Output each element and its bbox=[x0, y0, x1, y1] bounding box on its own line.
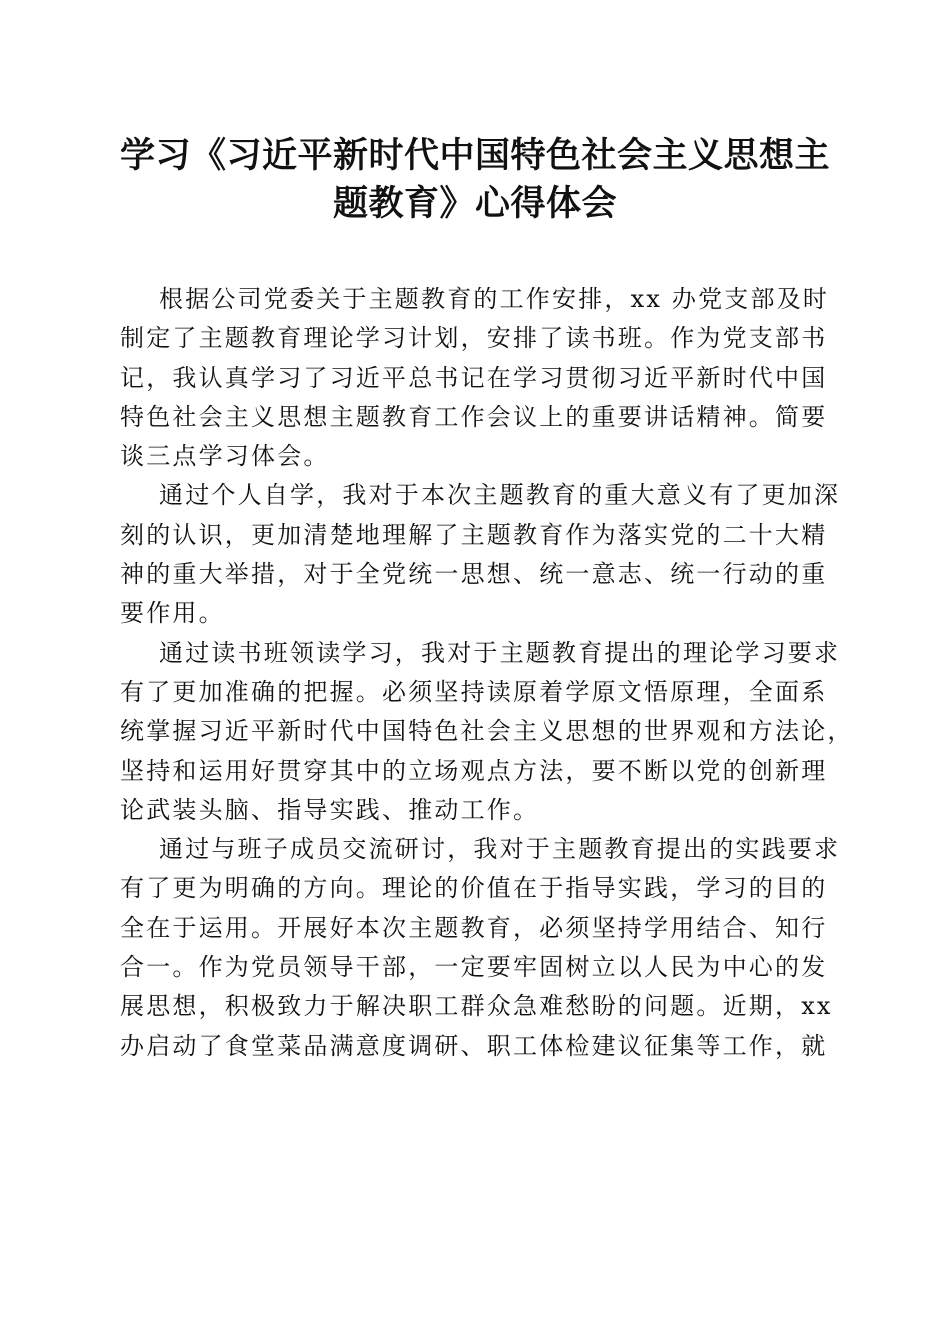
text-line: 论武装头脑、指导实践、推动工作。 bbox=[120, 795, 540, 824]
text-line: 全在于运用。开展好本次主题教育，必须坚持学用结合、知行 bbox=[120, 913, 828, 942]
paragraph-4 bbox=[120, 830, 840, 1066]
text-line: 展思想，积极致力于解决职工群众急难愁盼的问题。近期，xx bbox=[120, 992, 833, 1021]
text-line: 坚持和运用好贯穿其中的立场观点方法，要不断以党的创新理 bbox=[120, 756, 828, 785]
text-line: 办启动了食堂菜品满意度调研、职工体检建议征集等工作，就 bbox=[120, 1031, 828, 1060]
text-line: 特色社会主义思想主题教育工作会议上的重要讲话精神。简要 bbox=[120, 402, 828, 431]
paragraph-3 bbox=[120, 634, 854, 830]
title-line: 题教育》心得体会 bbox=[332, 183, 617, 224]
text-line: 制定了主题教育理论学习计划，安排了读书班。作为党支部书 bbox=[120, 324, 828, 353]
paragraph-2 bbox=[120, 476, 840, 633]
text-line: 谈三点学习体会。 bbox=[120, 442, 330, 471]
text-line: 统掌握习近平新时代中国特色社会主义思想的世界观和方法论， bbox=[120, 717, 854, 746]
text-line: 通过读书班领读学习，我对于主题教育提出的理论学习要求 bbox=[159, 638, 841, 667]
text-line: 有了更为明确的方向。理论的价值在于指导实践，学习的目的 bbox=[120, 874, 828, 903]
text-line: 神的重大举措，对于全党统一思想、统一意志、统一行动的重 bbox=[120, 560, 828, 589]
text-line: 根据公司党委关于主题教育的工作安排，xx 办党支部及时 bbox=[159, 285, 830, 313]
document-body bbox=[120, 280, 854, 1066]
text-line: 通过与班子成员交流研讨，我对于主题教育提出的实践要求 bbox=[159, 835, 841, 864]
title-line: 学习《习近平新时代中国特色社会主义思想主 bbox=[119, 135, 830, 176]
text-line: 通过个人自学，我对于本次主题教育的重大意义有了更加深 bbox=[159, 481, 841, 510]
paragraph-1 bbox=[120, 280, 840, 476]
text-line: 刻的认识，更加清楚地理解了主题教育作为落实党的二十大精 bbox=[120, 520, 828, 549]
text-line: 合一。作为党员领导干部，一定要牢固树立以人民为中心的发 bbox=[120, 953, 828, 982]
text-line: 要作用。 bbox=[120, 599, 225, 628]
text-line: 有了更加准确的把握。必须坚持读原着学原文悟原理，全面系 bbox=[120, 677, 828, 706]
text-line: 记，我认真学习了习近平总书记在学习贯彻习近平新时代中国 bbox=[120, 363, 828, 392]
document-title bbox=[100, 132, 850, 228]
